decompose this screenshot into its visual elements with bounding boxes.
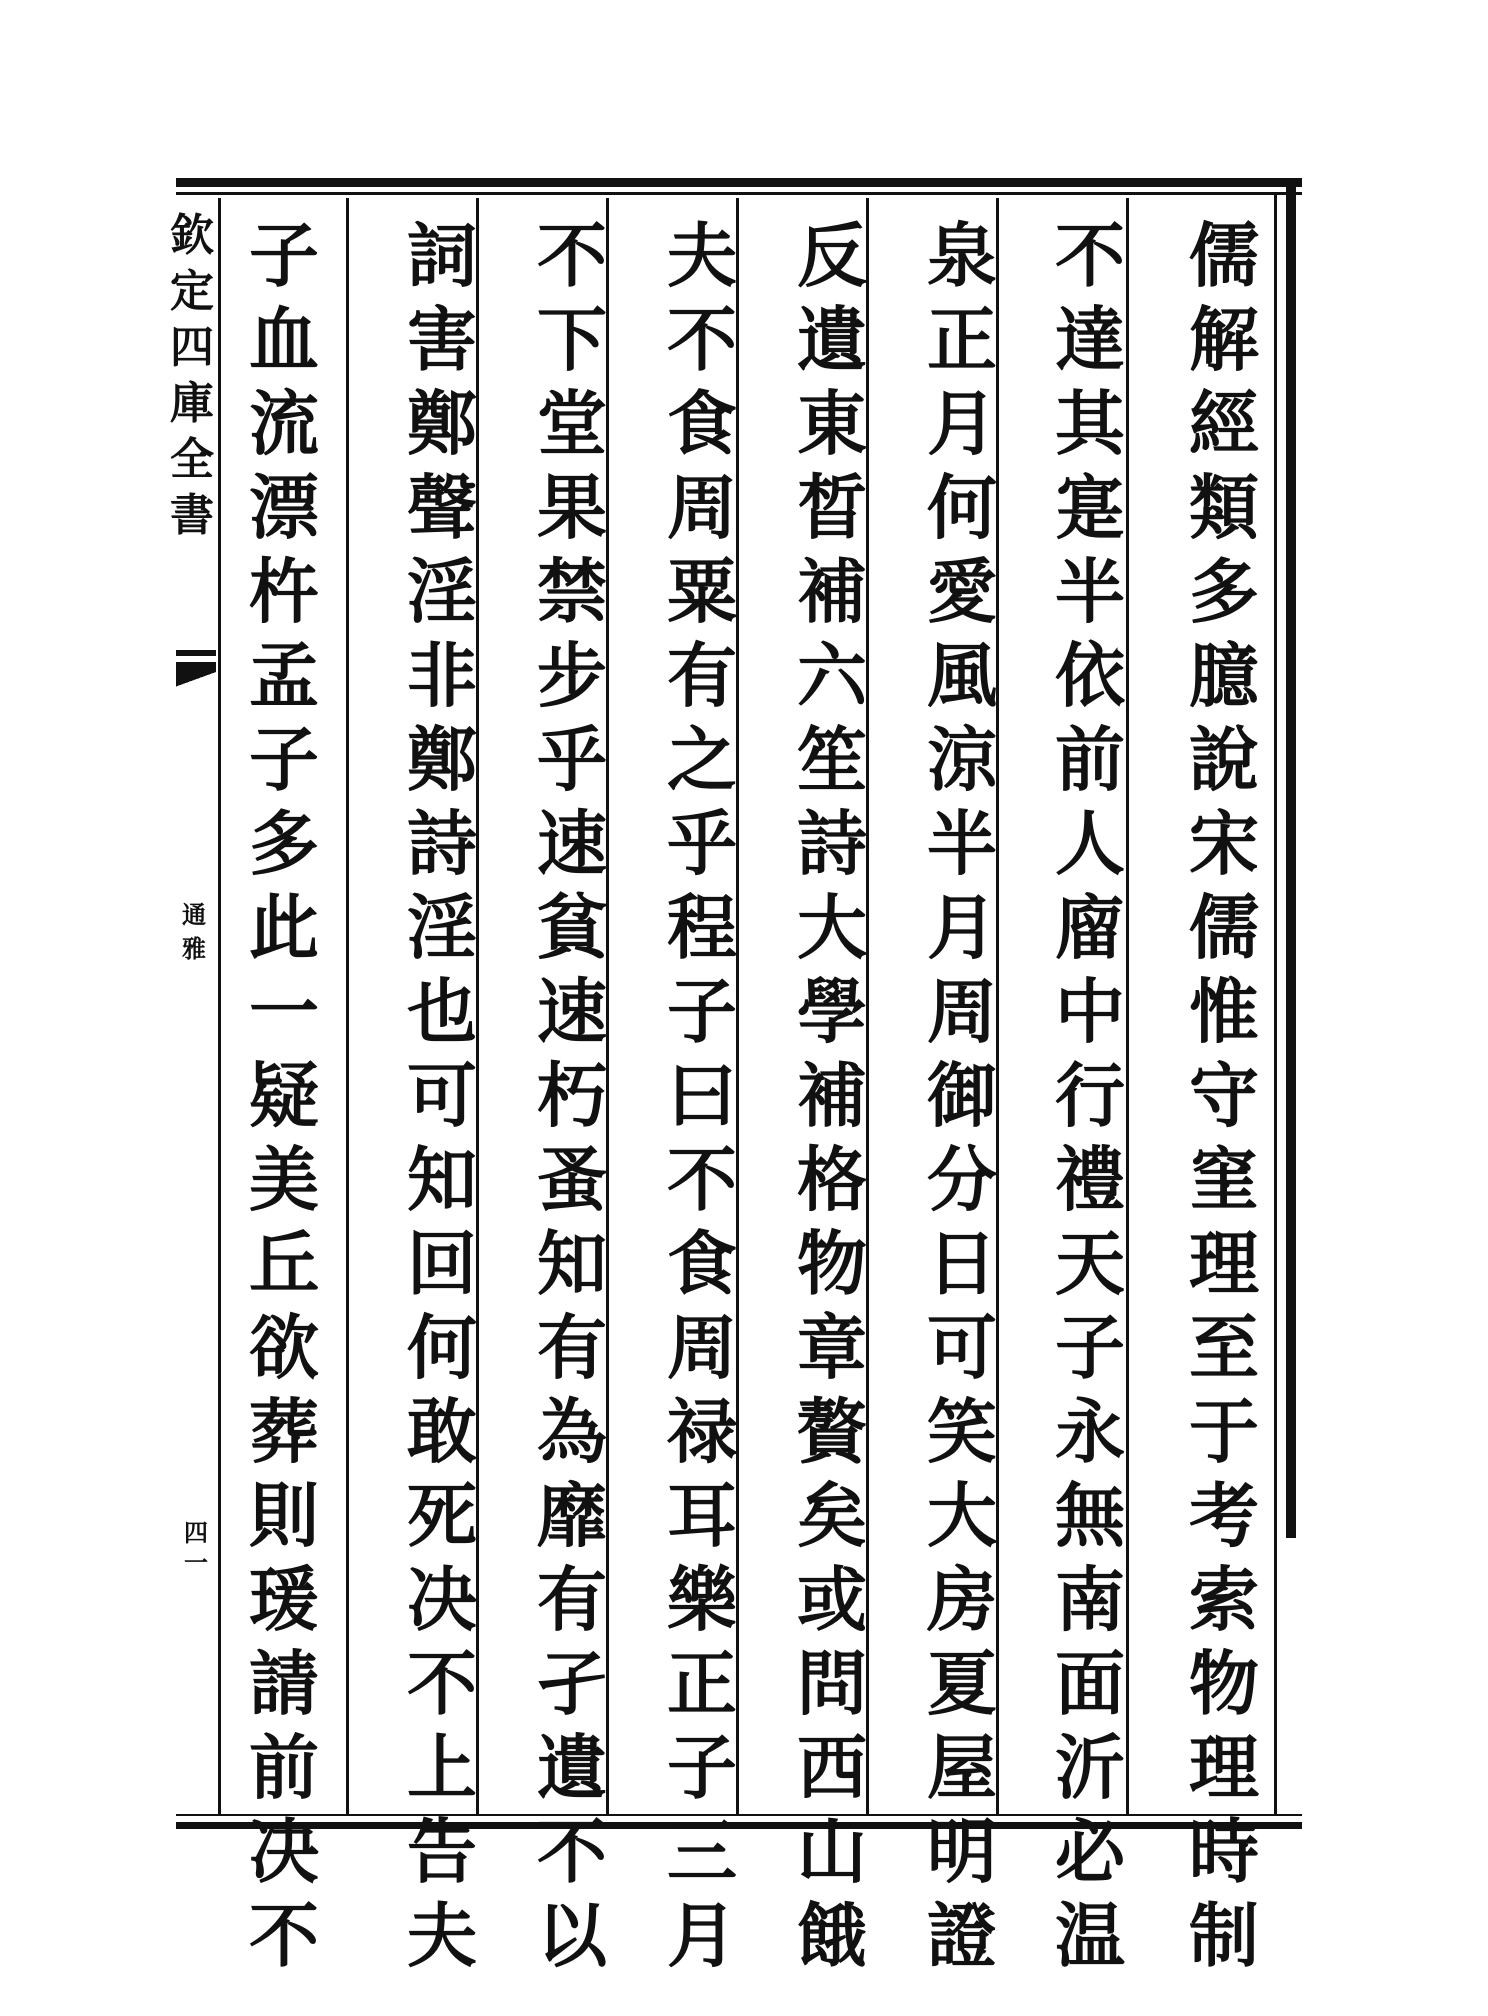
text-char: 一 xyxy=(249,970,319,1053)
text-char: 曰 xyxy=(667,1054,737,1137)
text-char: 靡 xyxy=(537,1474,607,1557)
text-char: 物 xyxy=(797,1222,867,1305)
text-char: 大 xyxy=(797,886,867,969)
text-char: 速 xyxy=(537,970,607,1053)
margin-char: 定 xyxy=(170,266,214,317)
text-char: 夫 xyxy=(407,1894,477,1977)
text-char: 温 xyxy=(1055,1894,1125,1977)
text-char: 回 xyxy=(407,1222,477,1305)
text-char: 决 xyxy=(249,1810,319,1893)
top-border xyxy=(176,178,1302,187)
text-char: 泉 xyxy=(927,214,997,297)
text-char: 惟 xyxy=(1189,970,1259,1053)
text-char: 宋 xyxy=(1189,802,1259,885)
right-border xyxy=(1286,178,1296,1538)
text-char: 詩 xyxy=(407,802,477,885)
text-char: 月 xyxy=(927,886,997,969)
text-char: 漂 xyxy=(249,466,319,549)
text-char: 此 xyxy=(249,886,319,969)
text-char: 不 xyxy=(249,1894,319,1977)
column-rule xyxy=(346,198,349,1814)
text-char: 不 xyxy=(537,1810,607,1893)
margin-char: 書 xyxy=(170,490,214,541)
text-column xyxy=(1176,214,1272,1977)
text-char: 三 xyxy=(667,1810,737,1893)
text-char: 下 xyxy=(537,298,607,381)
text-char: 永 xyxy=(1055,1390,1125,1473)
text-char: 鄭 xyxy=(407,718,477,801)
text-char: 夫 xyxy=(667,214,737,297)
text-char: 其 xyxy=(1055,382,1125,465)
text-char: 何 xyxy=(407,1306,477,1389)
text-char: 子 xyxy=(1055,1306,1125,1389)
text-char: 瑗 xyxy=(249,1558,319,1641)
right-inner-border xyxy=(1274,192,1277,1814)
text-char: 理 xyxy=(1189,1222,1259,1305)
text-char: 不 xyxy=(667,1138,737,1221)
text-char: 無 xyxy=(1055,1474,1125,1557)
text-char: 補 xyxy=(797,1054,867,1137)
text-char: 至 xyxy=(1189,1306,1259,1389)
text-char: 達 xyxy=(1055,298,1125,381)
text-char: 六 xyxy=(797,634,867,717)
text-char: 之 xyxy=(667,718,737,801)
text-char: 為 xyxy=(537,1390,607,1473)
text-char: 子 xyxy=(249,718,319,801)
text-char: 丘 xyxy=(249,1222,319,1305)
text-char: 子 xyxy=(667,1726,737,1809)
text-char: 人 xyxy=(1055,802,1125,885)
text-char: 天 xyxy=(1055,1222,1125,1305)
text-char: 步 xyxy=(537,634,607,717)
text-char: 餓 xyxy=(797,1894,867,1977)
text-column xyxy=(914,214,1010,1977)
text-char: 有 xyxy=(537,1306,607,1389)
text-char: 分 xyxy=(927,1138,997,1221)
text-char: 有 xyxy=(667,634,737,717)
margin-char: 通 xyxy=(182,900,206,929)
text-char: 知 xyxy=(537,1222,607,1305)
text-char: 物 xyxy=(1189,1642,1259,1725)
text-char: 半 xyxy=(927,802,997,885)
text-char: 依 xyxy=(1055,634,1125,717)
text-char: 淫 xyxy=(407,886,477,969)
text-char: 類 xyxy=(1189,466,1259,549)
margin-char: 全 xyxy=(170,434,214,485)
text-char: 夏 xyxy=(927,1642,997,1725)
text-char: 行 xyxy=(1055,1054,1125,1137)
text-char: 粟 xyxy=(667,550,737,633)
text-char: 東 xyxy=(797,382,867,465)
text-char: 索 xyxy=(1189,1558,1259,1641)
text-char: 于 xyxy=(1189,1390,1259,1473)
text-char: 儒 xyxy=(1189,214,1259,297)
fish-tail-line xyxy=(176,650,216,656)
text-char: 也 xyxy=(407,970,477,1053)
text-char: 多 xyxy=(249,802,319,885)
text-char: 禁 xyxy=(537,550,607,633)
text-char: 屋 xyxy=(927,1726,997,1809)
text-char: 葬 xyxy=(249,1390,319,1473)
text-char: 淫 xyxy=(407,550,477,633)
margin-strip xyxy=(170,198,218,1814)
column-rule xyxy=(218,198,221,1814)
margin-page-number: 四一 xyxy=(184,1518,208,1577)
text-char: 補 xyxy=(797,550,867,633)
text-char: 明 xyxy=(927,1810,997,1893)
text-char: 疑 xyxy=(249,1054,319,1137)
margin-char: 欽 xyxy=(170,210,214,261)
text-char: 制 xyxy=(1189,1894,1259,1977)
text-char: 笑 xyxy=(927,1390,997,1473)
text-char: 晳 xyxy=(797,466,867,549)
text-char: 可 xyxy=(407,1054,477,1137)
text-char: 敢 xyxy=(407,1390,477,1473)
text-char: 血 xyxy=(249,298,319,381)
text-char: 月 xyxy=(927,382,997,465)
text-char: 子 xyxy=(667,970,737,1053)
text-char: 不 xyxy=(667,298,737,381)
text-char: 笙 xyxy=(797,718,867,801)
text-char: 有 xyxy=(537,1558,607,1641)
text-char: 寔 xyxy=(1055,466,1125,549)
text-char: 房 xyxy=(927,1558,997,1641)
text-char: 堂 xyxy=(537,382,607,465)
text-char: 考 xyxy=(1189,1474,1259,1557)
text-column xyxy=(784,214,880,1977)
text-char: 速 xyxy=(537,802,607,885)
text-char: 周 xyxy=(927,970,997,1053)
text-char: 程 xyxy=(667,886,737,969)
text-char: 證 xyxy=(927,1894,997,1977)
text-column xyxy=(524,214,620,1977)
text-char: 欲 xyxy=(249,1306,319,1389)
text-char: 或 xyxy=(797,1558,867,1641)
text-char: 前 xyxy=(249,1726,319,1809)
text-char: 大 xyxy=(927,1474,997,1557)
margin-char: 雅 xyxy=(182,934,206,963)
text-char: 正 xyxy=(667,1642,737,1725)
text-char: 蚤 xyxy=(537,1138,607,1221)
text-char: 中 xyxy=(1055,970,1125,1053)
text-char: 解 xyxy=(1189,298,1259,381)
text-char: 經 xyxy=(1189,382,1259,465)
text-char: 廇 xyxy=(1055,886,1125,969)
text-char: 上 xyxy=(407,1726,477,1809)
text-char: 孟 xyxy=(249,634,319,717)
text-char: 多 xyxy=(1189,550,1259,633)
text-column xyxy=(654,214,750,1977)
text-char: 子 xyxy=(249,214,319,297)
text-char: 乎 xyxy=(667,802,737,885)
text-column xyxy=(236,214,332,1977)
fish-tail-mark xyxy=(176,662,216,702)
text-char: 南 xyxy=(1055,1558,1125,1641)
text-char: 貧 xyxy=(537,886,607,969)
text-char: 窐 xyxy=(1189,1138,1259,1221)
text-char: 禮 xyxy=(1055,1138,1125,1221)
text-char: 果 xyxy=(537,466,607,549)
text-char: 鄭 xyxy=(407,382,477,465)
text-char: 儒 xyxy=(1189,886,1259,969)
text-char: 食 xyxy=(667,1222,737,1305)
text-char: 正 xyxy=(927,298,997,381)
text-char: 非 xyxy=(407,634,477,717)
text-char: 何 xyxy=(927,466,997,549)
text-char: 請 xyxy=(249,1642,319,1725)
text-char: 孑 xyxy=(537,1642,607,1725)
text-char: 半 xyxy=(1055,550,1125,633)
text-char: 周 xyxy=(667,1306,737,1389)
text-char: 杵 xyxy=(249,550,319,633)
text-char: 必 xyxy=(1055,1810,1125,1893)
text-char: 月 xyxy=(667,1894,737,1977)
text-char: 遺 xyxy=(537,1726,607,1809)
text-char: 聲 xyxy=(407,466,477,549)
text-char: 則 xyxy=(249,1474,319,1557)
text-char: 守 xyxy=(1189,1054,1259,1137)
text-char: 御 xyxy=(927,1054,997,1137)
text-char: 朽 xyxy=(537,1054,607,1137)
text-char: 涼 xyxy=(927,718,997,801)
text-char: 時 xyxy=(1189,1810,1259,1893)
page-frame xyxy=(170,178,1302,1977)
text-char: 理 xyxy=(1189,1726,1259,1809)
text-char: 臆 xyxy=(1189,634,1259,717)
text-char: 周 xyxy=(667,466,737,549)
text-char: 美 xyxy=(249,1138,319,1221)
margin-series-title xyxy=(172,208,212,544)
margin-book-title xyxy=(180,898,208,966)
text-char: 西 xyxy=(797,1726,867,1809)
text-char: 問 xyxy=(797,1642,867,1725)
text-char: 耳 xyxy=(667,1474,737,1557)
text-char: 說 xyxy=(1189,718,1259,801)
text-char: 可 xyxy=(927,1306,997,1389)
text-char: 遺 xyxy=(797,298,867,381)
text-char: 贅 xyxy=(797,1390,867,1473)
text-column xyxy=(1042,214,1138,1977)
top-inner-border xyxy=(176,192,1302,195)
text-char: 不 xyxy=(1055,214,1125,297)
text-char: 前 xyxy=(1055,718,1125,801)
text-char: 知 xyxy=(407,1138,477,1221)
text-char: 不 xyxy=(537,214,607,297)
text-char: 面 xyxy=(1055,1642,1125,1725)
text-char: 死 xyxy=(407,1474,477,1557)
text-char: 害 xyxy=(407,298,477,381)
text-char: 决 xyxy=(407,1558,477,1641)
text-char: 告 xyxy=(407,1810,477,1893)
text-char: 矣 xyxy=(797,1474,867,1557)
margin-char: 庫 xyxy=(170,378,214,429)
text-char: 學 xyxy=(797,970,867,1053)
text-char: 格 xyxy=(797,1138,867,1221)
text-char: 乎 xyxy=(537,718,607,801)
text-char: 禄 xyxy=(667,1390,737,1473)
text-char: 反 xyxy=(797,214,867,297)
text-char: 不 xyxy=(407,1642,477,1725)
text-char: 沂 xyxy=(1055,1726,1125,1809)
text-char: 流 xyxy=(249,382,319,465)
text-char: 章 xyxy=(797,1306,867,1389)
text-char: 食 xyxy=(667,382,737,465)
text-char: 日 xyxy=(927,1222,997,1305)
margin-char: 四 xyxy=(170,322,214,373)
text-char: 愛 xyxy=(927,550,997,633)
text-char: 以 xyxy=(537,1894,607,1977)
text-column xyxy=(394,214,490,1977)
text-char: 風 xyxy=(927,634,997,717)
text-char: 山 xyxy=(797,1810,867,1893)
text-char: 詞 xyxy=(407,214,477,297)
text-char: 詩 xyxy=(797,802,867,885)
text-char: 樂 xyxy=(667,1558,737,1641)
